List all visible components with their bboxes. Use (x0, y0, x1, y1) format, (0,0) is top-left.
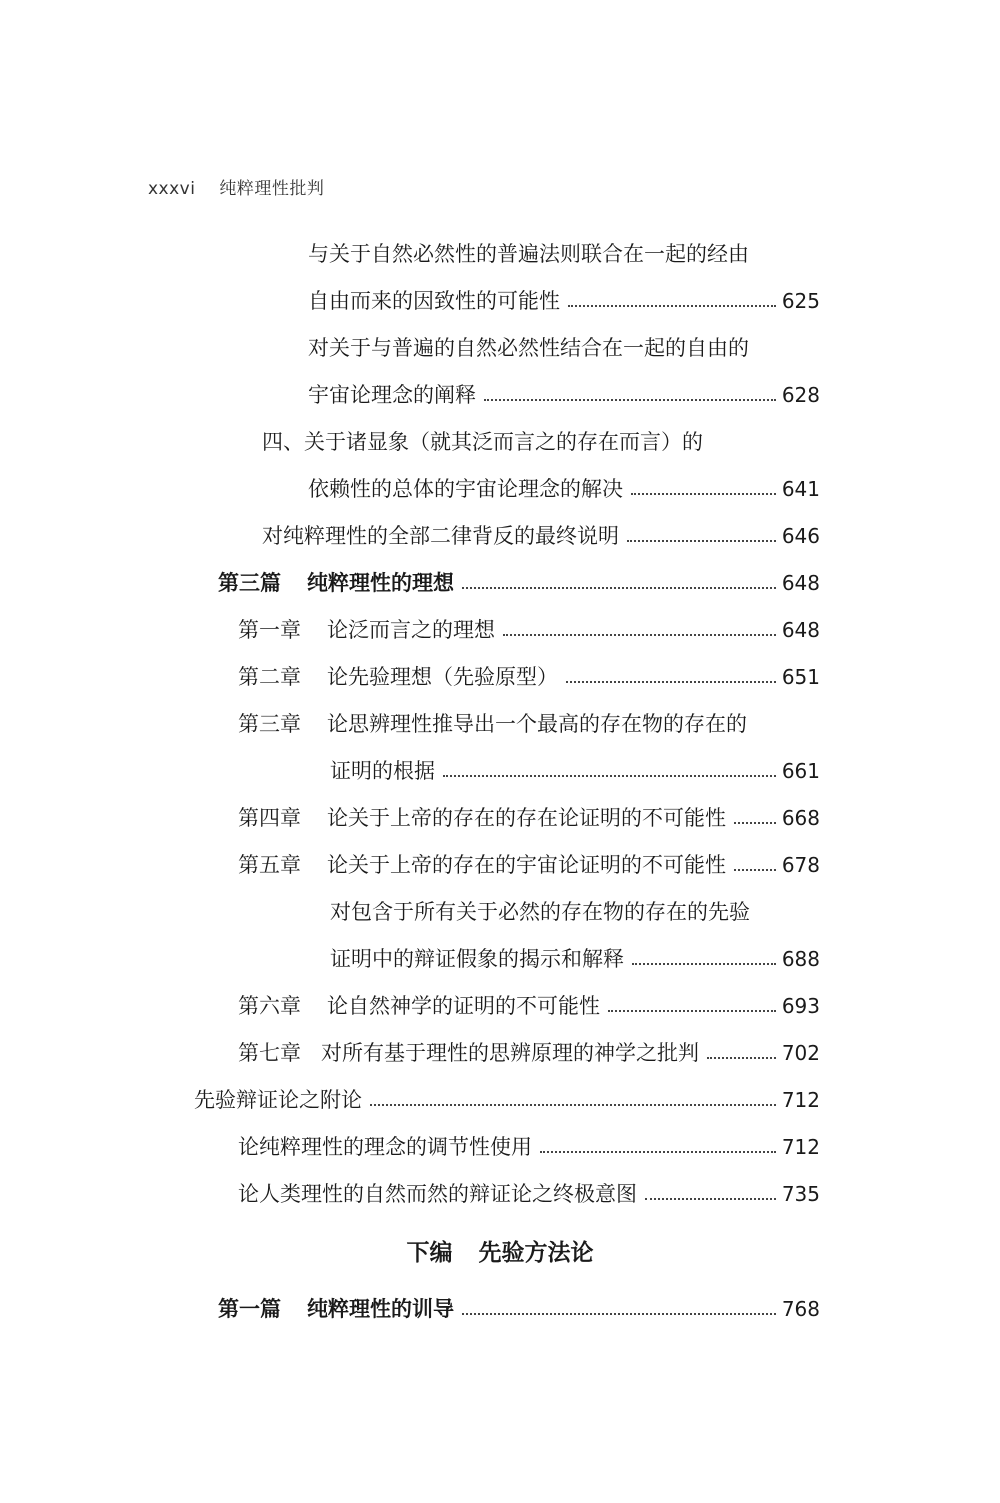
toc-entry-title: 纯粹理性的理想 (307, 570, 454, 595)
toc-entry[interactable] (262, 521, 820, 551)
toc-page-number: 735 (781, 1182, 820, 1206)
toc-entry-label: 第一章 (238, 618, 301, 642)
toc-entry-title: 证明中的辩证假象的揭示和解释 (330, 947, 624, 971)
toc-entry-title: 论关于上帝的存在的存在论证明的不可能性 (327, 806, 726, 830)
part-heading (0, 1234, 1000, 1267)
toc-entry-title: 论思辨理性推导出一个最高的存在物的存在的 (327, 712, 747, 736)
toc-entry[interactable] (238, 803, 820, 833)
toc-entry[interactable] (218, 1294, 820, 1324)
toc-page-number: 625 (781, 289, 820, 313)
toc-entry (238, 709, 820, 739)
toc-entry[interactable] (238, 850, 820, 880)
toc-entry-label: 第二章 (238, 665, 301, 689)
toc-page-number: 628 (781, 383, 820, 407)
dot-leader (645, 1198, 776, 1200)
toc-page-number: 768 (781, 1297, 820, 1321)
toc-page-number: 651 (781, 665, 820, 689)
dot-leader (462, 1313, 776, 1315)
toc-page-number: 688 (781, 947, 820, 971)
toc-entry-title: 对关于与普遍的自然必然性结合在一起的自由的 (308, 336, 749, 360)
toc-entry-title: 四、关于诸显象（就其泛而言之的存在而言）的 (262, 430, 703, 454)
dot-leader (734, 869, 776, 871)
toc-entry-label: 第五章 (238, 853, 301, 877)
toc-entry-label: 第三章 (238, 712, 301, 736)
toc-entry[interactable] (308, 474, 820, 504)
toc-entry-title: 论先验理想（先验原型） (327, 665, 558, 689)
dot-leader (734, 822, 776, 824)
dot-leader (608, 1010, 776, 1012)
toc-entry (330, 897, 820, 927)
dot-leader (503, 634, 776, 636)
toc-entry[interactable] (238, 1038, 820, 1068)
toc-entry-title: 与关于自然必然性的普遍法则联合在一起的经由 (308, 242, 749, 266)
toc-entry-title: 论关于上帝的存在的宇宙论证明的不可能性 (327, 853, 726, 877)
toc-entry-label: 第七章 (238, 1041, 301, 1065)
toc-entry-title: 宇宙论理念的阐释 (308, 383, 476, 407)
toc-entry[interactable] (308, 286, 820, 316)
toc-entry (262, 427, 820, 457)
part-heading-title: 先验方法论 (478, 1240, 594, 1266)
toc-entry-title: 论人类理性的自然而然的辩证论之终极意图 (238, 1182, 637, 1206)
dot-leader (707, 1057, 776, 1059)
dot-leader (443, 775, 776, 777)
toc-entry[interactable] (238, 991, 820, 1021)
dot-leader (462, 587, 776, 589)
toc-entry[interactable] (330, 944, 820, 974)
toc-entry-title: 论泛而言之的理想 (327, 618, 495, 642)
toc-entry[interactable] (238, 662, 820, 692)
toc-entry-title: 纯粹理性的训导 (307, 1296, 454, 1321)
toc-entry-title: 论纯粹理性的理念的调节性使用 (238, 1135, 532, 1159)
toc-entry-title: 依赖性的总体的宇宙论理念的解决 (308, 477, 623, 501)
dot-leader (540, 1151, 776, 1153)
toc-entry[interactable] (238, 1132, 820, 1162)
dot-leader (566, 681, 776, 683)
toc-page-number: 678 (781, 853, 820, 877)
book-title: 纯粹理性批判 (219, 179, 325, 199)
dot-leader (632, 963, 776, 965)
toc-page-number: 693 (781, 994, 820, 1018)
toc-page-number: 648 (781, 618, 820, 642)
toc-entry-label: 第一篇 (218, 1296, 281, 1321)
toc-entry-label: 第六章 (238, 994, 301, 1018)
part-heading-label: 下编 (406, 1240, 453, 1266)
toc-entry[interactable] (218, 568, 820, 598)
dot-leader (568, 305, 776, 307)
toc-entry (308, 333, 820, 363)
page-folio: xxxvi (148, 179, 196, 199)
dot-leader (370, 1104, 776, 1106)
toc-page-number: 712 (781, 1088, 820, 1112)
toc-entry-title: 对所有基于理性的思辨原理的神学之批判 (321, 1041, 699, 1065)
toc-entry[interactable] (330, 756, 820, 786)
toc-entry-label: 第三篇 (218, 570, 281, 595)
toc-entry-title: 对纯粹理性的全部二律背反的最终说明 (262, 524, 619, 548)
toc-page-number: 712 (781, 1135, 820, 1159)
running-head (148, 174, 324, 199)
toc-page-number: 661 (781, 759, 820, 783)
toc-entry-title: 先验辩证论之附论 (194, 1088, 362, 1112)
toc-entry[interactable] (238, 1179, 820, 1209)
toc-page-number: 702 (781, 1041, 820, 1065)
toc-entry[interactable] (238, 615, 820, 645)
toc-page-number: 648 (781, 571, 820, 595)
toc-page-number: 641 (781, 477, 820, 501)
toc-entry (308, 239, 820, 269)
toc-entry-label: 第四章 (238, 806, 301, 830)
toc-entry-title: 论自然神学的证明的不可能性 (327, 994, 600, 1018)
dot-leader (484, 399, 776, 401)
toc-entry[interactable] (308, 380, 820, 410)
toc-entry-title: 对包含于所有关于必然的存在物的存在的先验 (330, 900, 750, 924)
toc-entry[interactable] (194, 1085, 820, 1115)
toc-page-number: 646 (781, 524, 820, 548)
dot-leader (631, 493, 776, 495)
dot-leader (627, 540, 776, 542)
toc-page-number: 668 (781, 806, 820, 830)
toc-entry-title: 自由而来的因致性的可能性 (308, 289, 560, 313)
toc-entry-title: 证明的根据 (330, 759, 435, 783)
